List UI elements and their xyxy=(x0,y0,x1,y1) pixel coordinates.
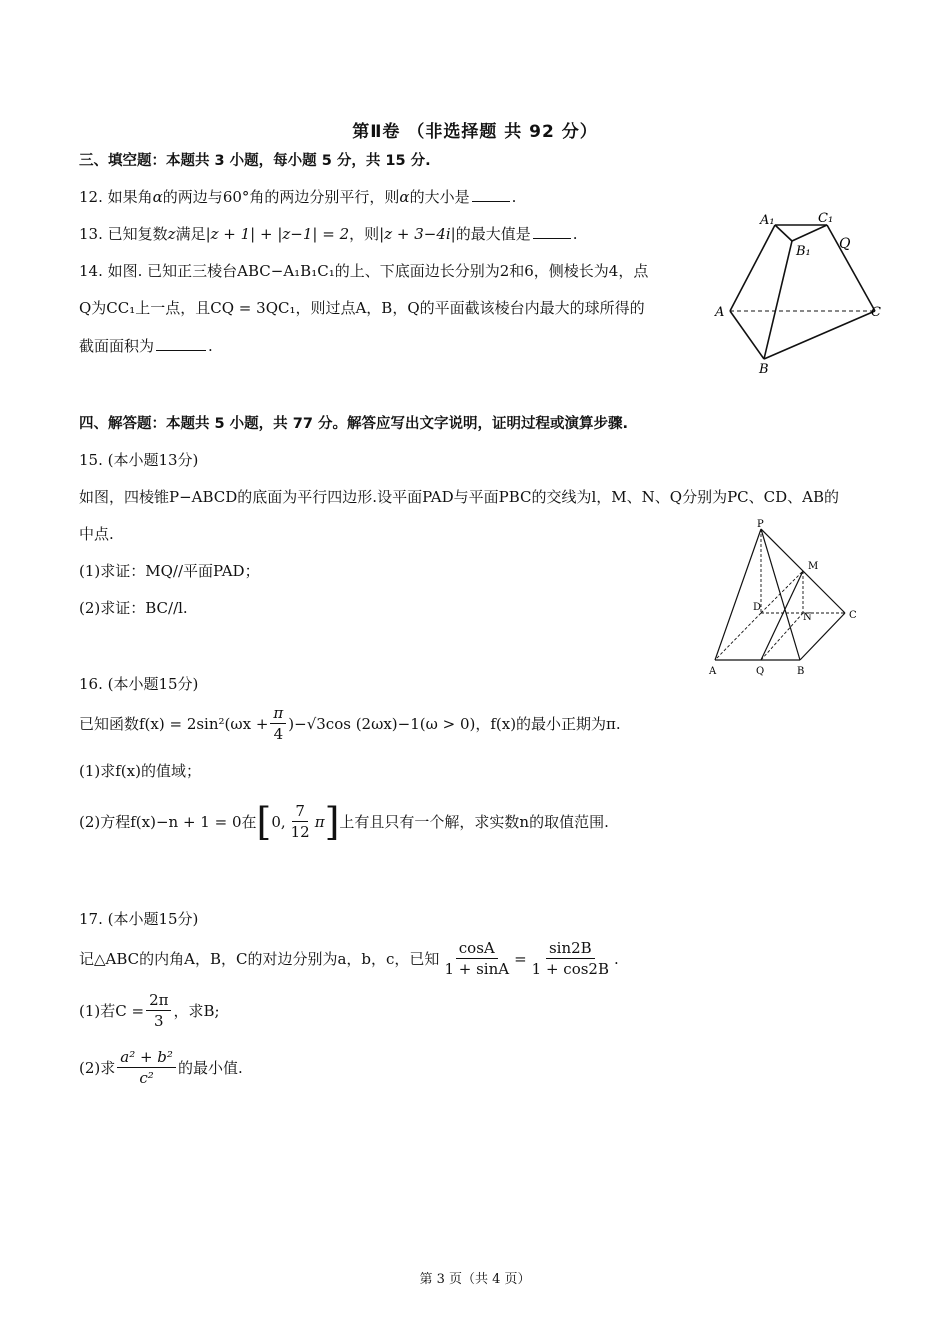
q13-answer-blank xyxy=(533,224,571,239)
q12-text-e: . xyxy=(511,188,517,206)
q17-part2-pre: (2)求 xyxy=(79,1058,116,1077)
q13-expression: |z + 3−4i| xyxy=(379,225,456,243)
q17-equals: = xyxy=(514,949,527,968)
segment-mq xyxy=(761,571,803,660)
q17-end: . xyxy=(614,949,619,968)
frustum-figure xyxy=(705,205,895,380)
question-16-header: 16. (本小题15分) xyxy=(79,675,199,693)
q16-fraction-pi-over-4 xyxy=(270,703,286,744)
question-14-line-3 xyxy=(79,335,213,357)
q13-number: 13. xyxy=(79,225,103,243)
label-a: A xyxy=(715,305,725,320)
q17-part1-pre: (1)若C = xyxy=(79,1001,145,1020)
q17-frac1-numerator: cosA xyxy=(456,938,498,959)
label-a: A xyxy=(709,666,717,677)
q16-fraction-7-over-12 xyxy=(288,801,313,842)
q13-text-c: ，则 xyxy=(349,225,380,243)
q17-frac1-denominator: 1 + sinA xyxy=(444,960,510,978)
q16-function-pre: 已知函数f(x) = 2sin²(ωx + xyxy=(79,714,269,733)
q14-text: 截面面积为 xyxy=(79,337,155,355)
q13-text-d: 的最大值是 xyxy=(455,225,531,243)
section-3-heading: 三、填空题：本题共 3 小题，每小题 5 分，共 15 分. xyxy=(79,153,431,169)
question-15-line-1: 如图，四棱锥P−ABCD的底面为平行四边形.设平面PAD与平面PBC的交线为l，M、N、Q分别为PC、CD、AB的 xyxy=(79,488,840,506)
q17-fraction-1 xyxy=(441,938,512,979)
question-16-function xyxy=(79,703,621,744)
question-12 xyxy=(79,186,516,208)
q14-end: . xyxy=(208,337,213,355)
edge-aa1 xyxy=(730,225,775,311)
label-d: D xyxy=(753,602,762,613)
section-4-heading: 四、解答题：本题共 5 小题，共 77 分。解答应写出文字说明，证明过程或演算步骤. xyxy=(79,416,628,432)
segment-dm-hidden xyxy=(761,571,803,613)
q17-frac2-denominator: 1 + cos2B xyxy=(531,960,609,978)
pyramid-figure xyxy=(700,518,870,680)
edge-bc xyxy=(764,311,875,359)
section-title: 第Ⅱ卷 （非选择题 共 92 分） xyxy=(352,122,598,142)
q16-part2-pre: (2)方程f(x)−n + 1 = 0在 xyxy=(79,812,257,831)
q17-fraction-a2b2-over-c2 xyxy=(117,1047,176,1088)
q17-pre: 记△ABC的内角A，B，C的对边分别为a，b，c，已知 xyxy=(79,949,440,968)
question-17-part-2 xyxy=(79,1047,243,1088)
q12-degree: 60° xyxy=(222,188,250,206)
q17-part1-post: ，求B; xyxy=(173,1001,220,1020)
q12-text-c: 角的两边分别平行，则 xyxy=(249,188,400,206)
q12-answer-blank xyxy=(472,187,510,202)
q13-condition: |z + 1| + |z−1| = 2 xyxy=(205,225,350,243)
q17-part2-post: 的最小值. xyxy=(177,1058,243,1077)
edge-ab xyxy=(730,311,764,359)
label-b: B xyxy=(797,666,805,677)
question-16-part-2 xyxy=(79,801,609,842)
q16-left-bracket: [ xyxy=(256,799,272,844)
label-c1: C₁ xyxy=(818,211,834,226)
label-p: P xyxy=(757,519,764,530)
q13-text-b: 满足 xyxy=(175,225,206,243)
label-q: Q xyxy=(839,236,851,252)
edge-ad-hidden xyxy=(715,613,761,660)
question-14-line-2: Q为CC₁上一点，且CQ = 3QC₁，则过点A，B，Q的平面截该棱台内最大的球所得的 xyxy=(79,299,645,317)
q16-frac-denominator: 4 xyxy=(273,725,284,743)
q12-text-b: 的两边与 xyxy=(162,188,223,206)
page-footer: 第 3 页（共 4 页） xyxy=(419,1272,531,1287)
q12-alpha-2: α xyxy=(399,188,410,206)
q12-text-d: 的大小是 xyxy=(409,188,470,206)
edge-bb1 xyxy=(764,241,792,359)
edge-cc1 xyxy=(827,225,875,311)
question-15-line-2: 中点. xyxy=(79,525,114,543)
q12-text-a: 如果角 xyxy=(107,188,153,206)
label-a1: A₁ xyxy=(760,213,775,228)
label-c: C xyxy=(849,610,857,621)
q17-p1-numerator: 2π xyxy=(146,990,171,1011)
q17-p2-numerator: a² + b² xyxy=(117,1047,176,1068)
q16-right-bracket: ] xyxy=(324,799,340,844)
q12-number: 12. xyxy=(79,188,103,206)
q16-interval-zero: 0, xyxy=(271,812,286,831)
q13-text-e: . xyxy=(572,225,578,243)
q16-function-post: )−√3cos (2ωx)−1(ω > 0)，f(x)的最小正期为π. xyxy=(288,714,621,733)
q16-frac-numerator: π xyxy=(270,703,286,724)
q12-alpha: α xyxy=(152,188,163,206)
question-16-part-1: (1)求f(x)的值域； xyxy=(79,762,201,780)
edge-a1b1 xyxy=(775,225,792,241)
q17-frac2-numerator: sin2B xyxy=(546,938,595,959)
question-13 xyxy=(79,223,578,245)
question-15-part-2: (2)求证：BC//l. xyxy=(79,599,188,617)
q16-part2-post: 上有且只有一个解，求实数n的取值范围. xyxy=(339,812,609,831)
q14-answer-blank xyxy=(156,336,206,351)
q16-interval-pi: π xyxy=(314,812,325,831)
question-15-header: 15. (本小题13分) xyxy=(79,451,199,469)
label-m: M xyxy=(808,561,819,572)
label-q: Q xyxy=(756,666,765,677)
label-n: N xyxy=(803,612,812,623)
q17-fraction-2 xyxy=(529,938,612,979)
edge-pa xyxy=(715,529,761,660)
question-15-part-1: (1)求证：MQ//平面PAD； xyxy=(79,562,260,580)
label-c: C xyxy=(871,305,881,320)
question-17-condition xyxy=(79,938,619,979)
label-b1: B₁ xyxy=(796,244,811,259)
q17-p1-denominator: 3 xyxy=(153,1012,164,1030)
label-b: B xyxy=(759,362,769,377)
q17-p2-denominator: c² xyxy=(139,1069,154,1087)
question-17-header: 17. (本小题15分) xyxy=(79,910,199,928)
question-17-part-1 xyxy=(79,990,220,1031)
q16-frac2-numerator: 7 xyxy=(292,801,308,822)
segment-nq-hidden xyxy=(761,613,803,660)
q16-frac2-denominator: 12 xyxy=(290,823,310,841)
q17-fraction-2pi-over-3 xyxy=(146,990,171,1031)
edge-b1c1 xyxy=(792,225,827,241)
q13-text-a: 已知复数 xyxy=(107,225,168,243)
q13-z: z xyxy=(167,225,176,243)
question-14-line-1: 14. 如图. 已知正三棱台ABC−A₁B₁C₁的上、下底面边长分别为2和6，侧棱长为4，点 xyxy=(79,262,649,280)
